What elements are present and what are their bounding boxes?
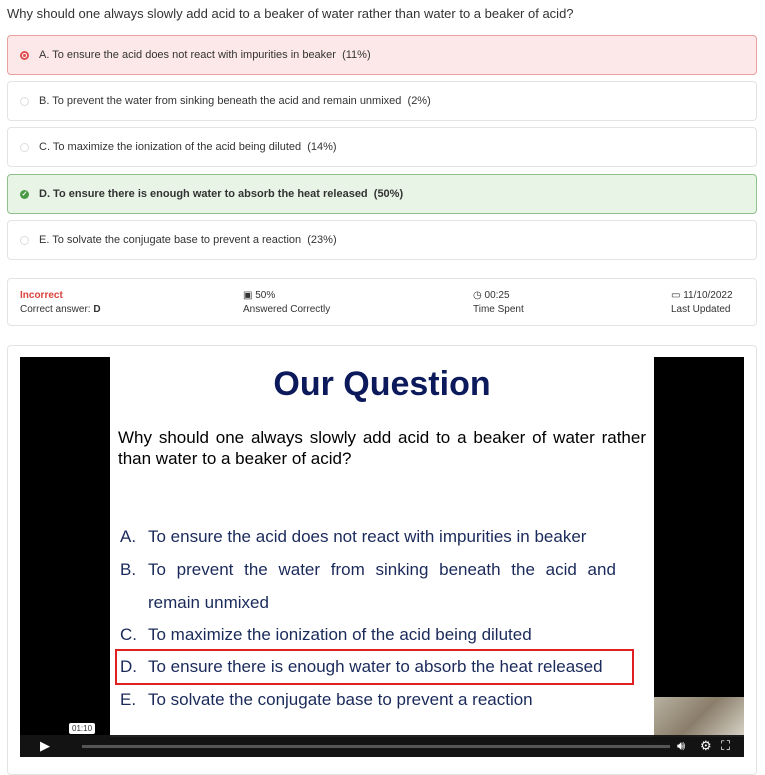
radio-icon xyxy=(20,236,29,245)
chart-icon: ▣ xyxy=(243,290,253,301)
slide-answer: D. To ensure there is enough water to absorb the heat released xyxy=(120,657,603,676)
slide-question: Why should one always slowly add acid to a beaker of water rather than water to a beaker of acid? xyxy=(118,428,646,468)
volume-icon[interactable]: 🔊︎ xyxy=(677,738,686,753)
slide-answer: E. To solvate the conjugate base to prevent a reaction xyxy=(120,690,533,709)
option-pct: (50%) xyxy=(373,188,404,200)
date-label: Last Updated xyxy=(671,304,731,315)
option-label: D. To ensure there is enough water to absorb the heat released xyxy=(39,188,368,200)
slide xyxy=(110,357,654,737)
check-icon: ✓ xyxy=(21,190,28,198)
video-controls xyxy=(20,724,744,757)
option-label: E. To solvate the conjugate base to prevent a reaction xyxy=(39,234,302,246)
option-e[interactable] xyxy=(7,220,757,260)
correct-answer-label: Correct answer: xyxy=(20,304,91,315)
option-c[interactable] xyxy=(7,127,757,167)
video-player[interactable] xyxy=(20,357,744,757)
slide-answer: C. To maximize the ionization of the acid being diluted xyxy=(120,625,532,644)
option-a[interactable] xyxy=(7,35,757,75)
slide-answer: A. To ensure the acid does not react with impurities in beaker xyxy=(120,527,587,546)
option-label: A. To ensure the acid does not react with impurities in beaker xyxy=(39,49,336,61)
stats-panel xyxy=(7,278,757,326)
percent-correct: 50% xyxy=(255,290,276,301)
time-spent: 00:25 xyxy=(484,290,510,301)
progress-bar[interactable] xyxy=(82,745,670,748)
option-label: B. To prevent the water from sinking beneath the acid and remain unmixed xyxy=(39,95,402,107)
last-updated-date: 11/10/2022 xyxy=(683,290,733,301)
option-pct: (11%) xyxy=(342,49,371,61)
option-pct: (23%) xyxy=(307,234,337,246)
radio-icon xyxy=(20,143,29,152)
option-pct: (14%) xyxy=(307,141,337,153)
fullscreen-icon[interactable]: ⛶ xyxy=(721,738,731,753)
radio-selected-icon xyxy=(20,51,29,60)
play-icon[interactable]: ▶ xyxy=(40,738,50,753)
option-b[interactable] xyxy=(7,81,757,121)
time-tooltip: 01:10 xyxy=(69,723,95,734)
webcam-overlay xyxy=(654,697,744,737)
slide-answer: remain unmixed xyxy=(148,593,269,612)
option-label: C. To maximize the ionization of the acid being diluted xyxy=(39,141,302,153)
slide-answer: B. To prevent the water from sinking beneath the acid and xyxy=(120,560,616,579)
time-label: Time Spent xyxy=(473,304,524,315)
option-d[interactable] xyxy=(7,174,757,214)
correct-answer-value: D xyxy=(93,304,101,315)
radio-icon xyxy=(20,97,29,106)
percent-label: Answered Correctly xyxy=(243,304,331,315)
settings-icon[interactable]: ⚙ xyxy=(700,738,712,753)
result-status: Incorrect xyxy=(20,290,63,301)
highlight-box xyxy=(115,649,634,685)
clock-icon: ◷ xyxy=(473,290,482,301)
calendar-icon: ▭ xyxy=(671,290,681,301)
option-pct: (2%) xyxy=(407,95,431,107)
question-text: Why should one always slowly add acid to a beaker of water rather than water to a beaker of acid? xyxy=(7,6,574,21)
slide-title: Our Question xyxy=(273,365,491,403)
